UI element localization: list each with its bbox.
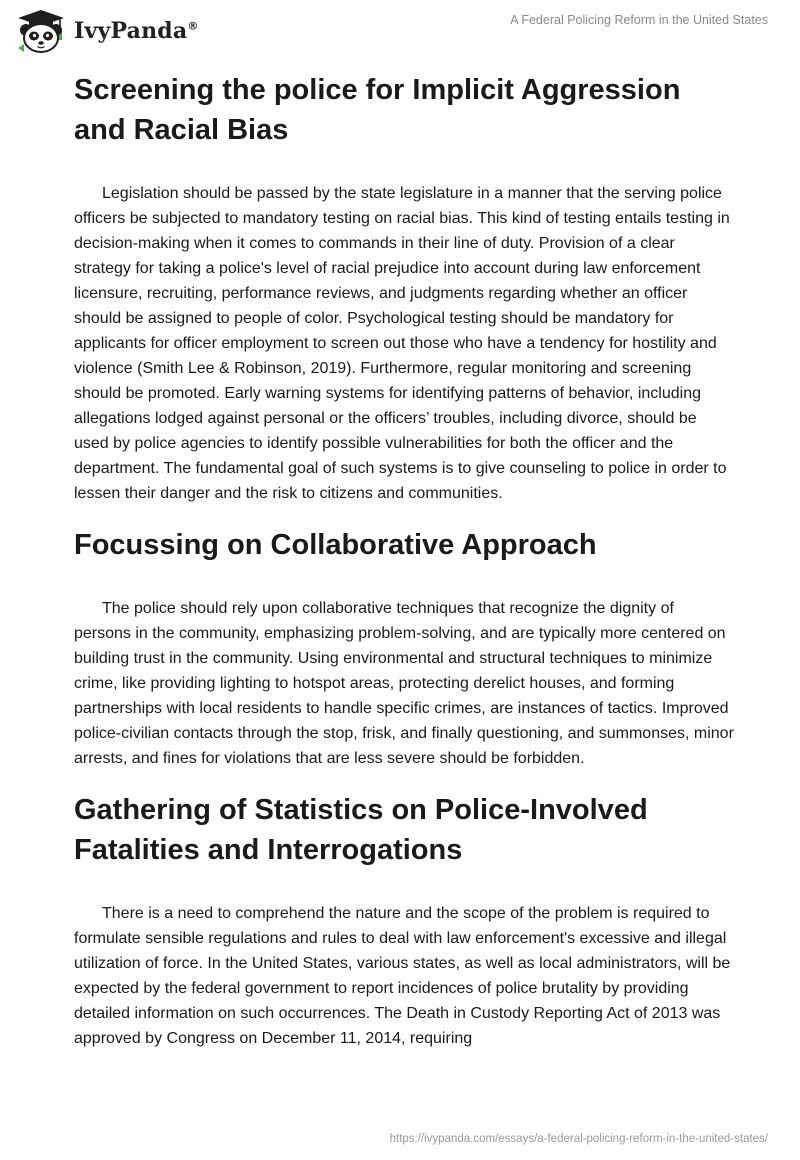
document-title: A Federal Policing Reform in the United States	[510, 13, 768, 27]
site-logo[interactable]	[14, 8, 199, 54]
article-body	[74, 68, 734, 1051]
section-heading: Screening the police for Implicit Aggression and Racial Bias	[74, 74, 681, 146]
section-heading: Gathering of Statistics on Police-Involved Fatalities and Interrogations	[74, 794, 648, 866]
section-paragraph: There is a need to comprehend the nature and the scope of the problem is required to formulate sensible regulations and rules to deal with law enforcement's excessive and illegal utilization of force. In the United States, various states, as well as local administrators, will be expected by the federal government to report incidences of police brutality by providing detailed information on such occurrences. The Death in Custody Reporting Act of 2013 was approved by Congress on December 11, 2014, requiring	[74, 905, 731, 1047]
section-heading: Focussing on Collaborative Approach	[74, 529, 597, 561]
source-url[interactable]: https://ivypanda.com/essays/a-federal-policing-reform-in-the-united-states/	[389, 1133, 768, 1145]
section-paragraph: The police should rely upon collaborative techniques that recognize the dignity of persons in the community, emphasizing problem-solving, and are typically more centered on building trust in the community. Using environmental and structural techniques to minimize crime, like providing lighting to hotspot areas, protecting derelict houses, and forming partnerships with local residents to handle specific crimes, are instances of tactics. Improved police-civilian contacts through the stop, frisk, and finally questioning, and summonses, minor arrests, and fines for violations that are less severe should be forbidden.	[74, 600, 734, 767]
logo-wordmark: IvyPanda®	[74, 18, 199, 44]
panda-logo-icon	[14, 8, 68, 54]
section-paragraph: Legislation should be passed by the state legislature in a manner that the serving police officers be subjected to mandatory testing on racial bias. This kind of testing entails testing in decision-making when it comes to commands in their line of duty. Provision of a clear strategy for taking a police's level of racial prejudice into account during law enforcement licensure, recruiting, performance reviews, and judgments regarding whether an officer should be assigned to people of color. Psychological testing should be mandatory for applicants for officer employment to screen out those who have a tendency for hostility and violence (Smith Lee & Robinson, 2019). Furthermore, regular monitoring and screening should be promoted. Early warning systems for identifying patterns of behavior, including allegations lodged against personal or the officers’ troubles, including divorce, should be used by police agencies to identify possible vulnerabilities for both the officer and the department. The fundamental goal of such systems is to give counseling to police in order to lessen their danger and the risk to citizens and communities.	[74, 185, 730, 502]
page-header	[0, 0, 800, 62]
